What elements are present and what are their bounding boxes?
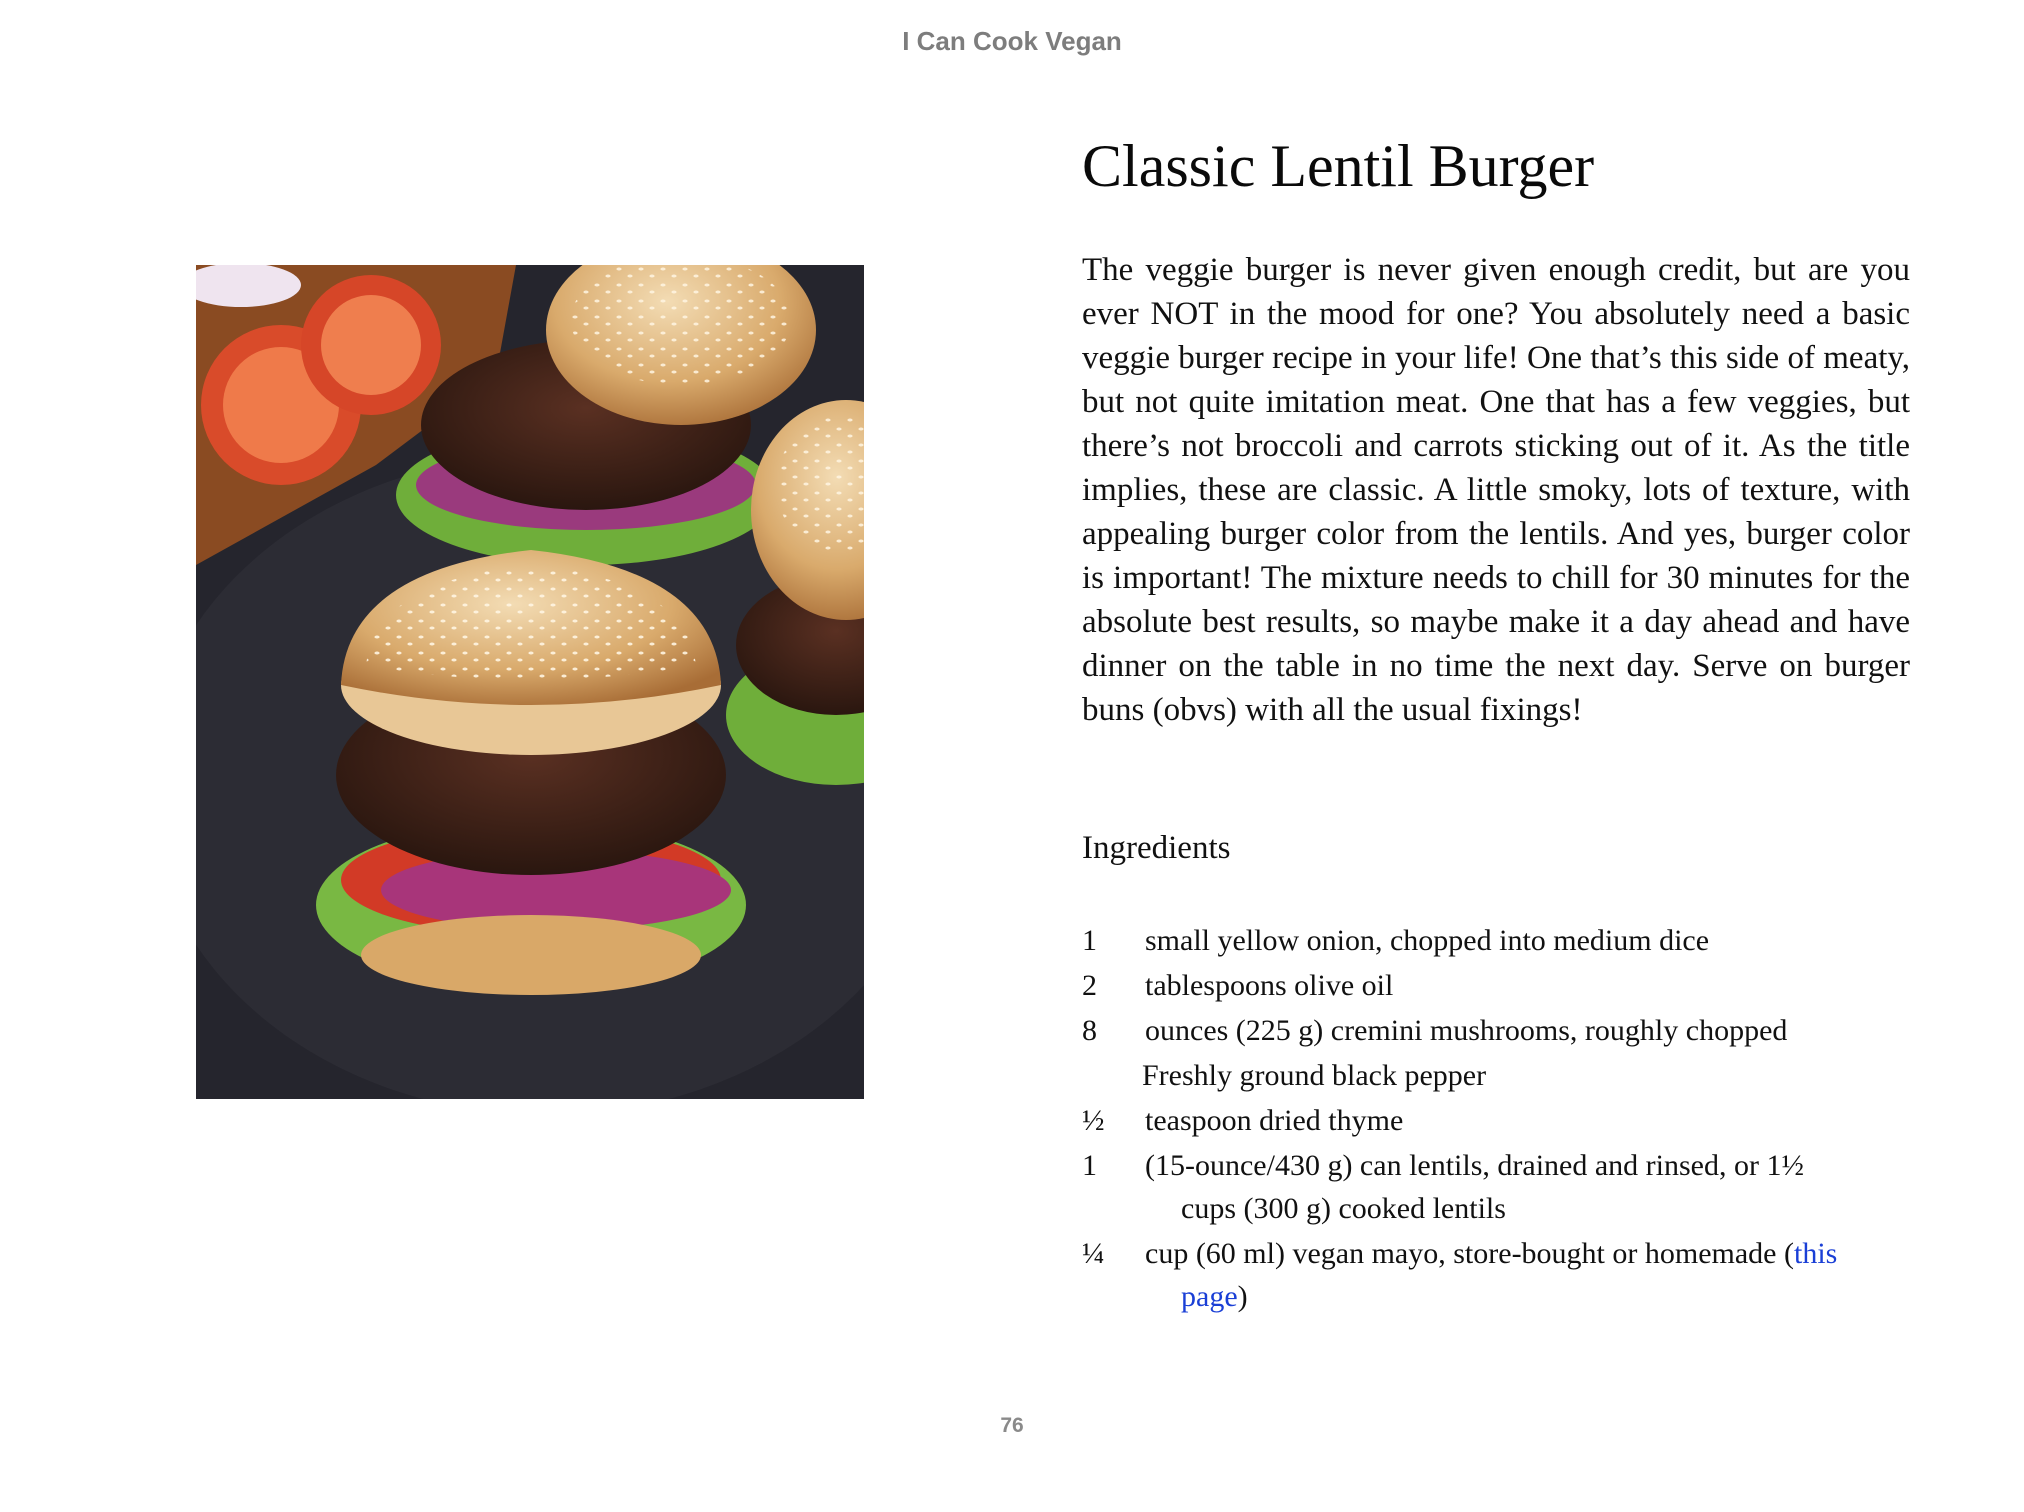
ingredient-qty: 1 (1082, 1149, 1097, 1182)
recipe-intro: The veggie burger is never given enough credit, but are you ever NOT in the mood for one? You absolutely need a basic veggie burger recipe in your life! One that’s this side of meaty, but not quite imitation meat. One that has a few veggies, but there’s not broccoli and carrots sticking out of it. As the title implies, these are classic. A little smoky, lots of texture, with appealing burger color from the lentils. And yes, burger color is important! The mixture needs to chill for 30 minutes for the absolute best results, so maybe make it a day ahead and have dinner on the table in no time the next day. Serve on burger buns (obvs) with all the usual fixings! (1082, 252, 1910, 728)
ingredient-text: small yellow onion, chopped into medium dice (1145, 924, 1710, 957)
ingredient-qty: 2 (1082, 969, 1097, 1002)
ingredients-list (1082, 918, 1912, 1319)
ingredient-item (1082, 1143, 1912, 1231)
ingredient-text: Freshly ground black pepper (1142, 1059, 1487, 1092)
ingredient-text (1145, 1143, 1912, 1231)
ingredient-text-start: cup (60 ml) vegan mayo, store-bought or homemade ( (1145, 1237, 1794, 1270)
ingredient-item (1082, 963, 1912, 1008)
ingredient-item (1082, 1231, 1912, 1319)
burger-photo (196, 265, 864, 1099)
ingredient-text-continuation: cups (300 g) cooked lentils (1181, 1192, 1506, 1225)
page-number: 76 (1000, 1414, 1024, 1437)
ingredient-qty: 8 (1082, 1014, 1097, 1047)
ingredient-item (1082, 1053, 1912, 1098)
ingredient-text-line: (15-ounce/430 g) can lentils, drained and rinsed, or 1½ (1145, 1149, 1804, 1182)
ingredient-item (1082, 1098, 1912, 1143)
book-title: I Can Cook Vegan (902, 26, 1122, 56)
ingredient-qty: ¼ (1082, 1237, 1105, 1270)
ingredient-text-line (1145, 1237, 1837, 1270)
ingredient-text (1145, 1231, 1912, 1319)
ingredient-qty: ½ (1082, 1104, 1105, 1137)
recipe-title: Classic Lentil Burger (1082, 133, 1595, 199)
ingredients-heading: Ingredients (1082, 830, 1231, 866)
this-page-link-part-2[interactable]: page (1181, 1280, 1238, 1313)
ingredient-text: ounces (225 g) cremini mushrooms, roughly chopped (1145, 1014, 1788, 1047)
ingredient-text-end: ) (1237, 1280, 1248, 1313)
ingredient-text: tablespoons olive oil (1145, 969, 1394, 1002)
ingredient-qty: 1 (1082, 924, 1097, 957)
this-page-link-part-1[interactable]: this (1793, 1237, 1838, 1270)
ingredient-text: teaspoon dried thyme (1145, 1104, 1404, 1137)
ingredient-item (1082, 1008, 1912, 1053)
ingredient-item (1082, 918, 1912, 963)
ingredient-text-continuation (1145, 1275, 1912, 1318)
